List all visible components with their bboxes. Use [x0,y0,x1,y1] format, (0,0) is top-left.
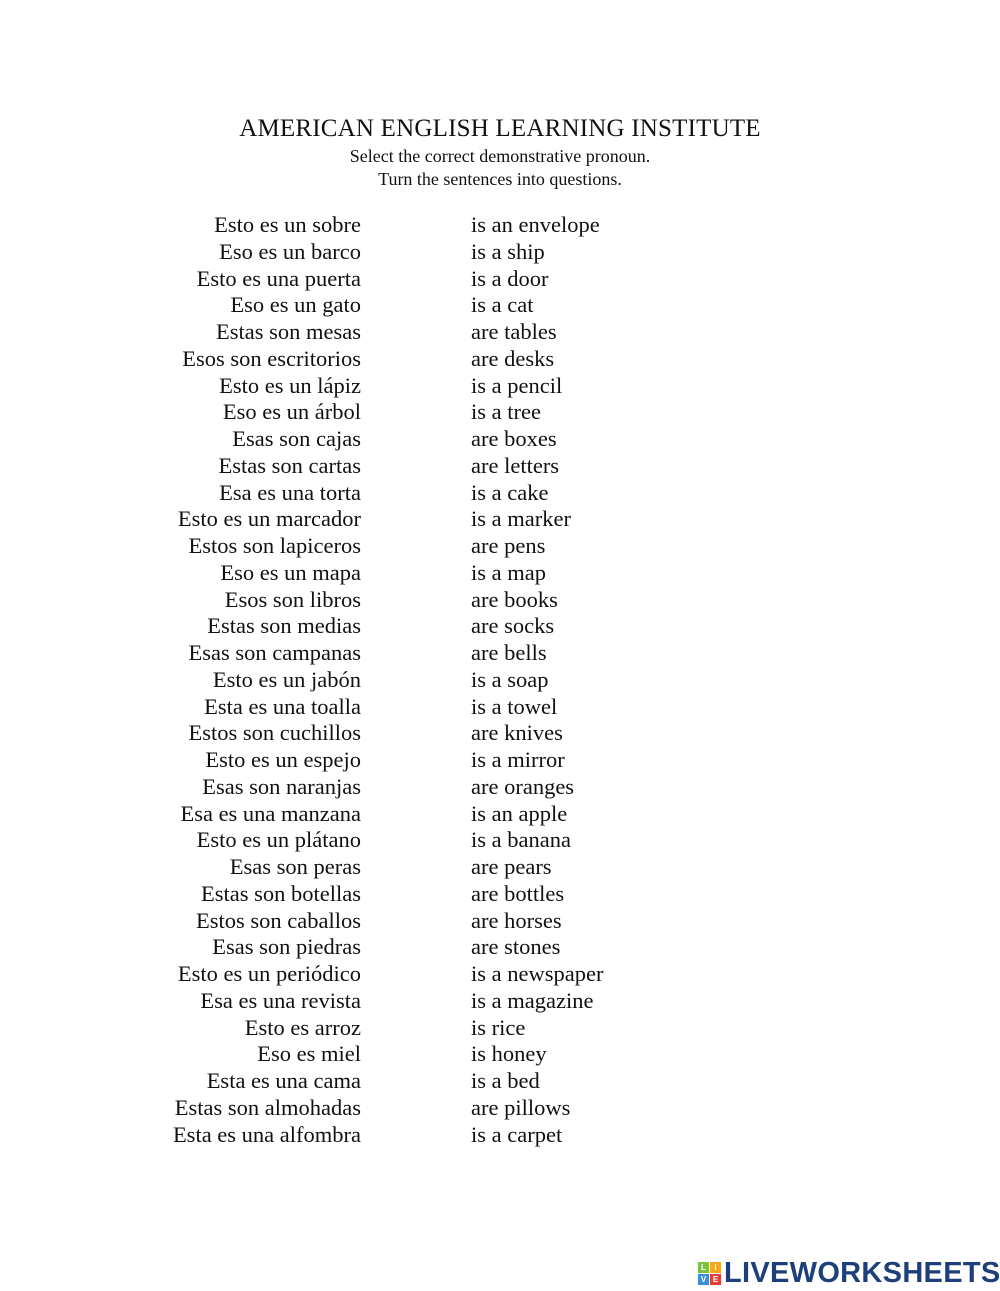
instruction-line-1: Select the correct demonstrative pronoun. [349,146,651,166]
spanish-sentence: Esto es un espejo [205,747,361,772]
logo-text: LIVEWORKSHEETS [724,1257,1000,1289]
exercise-row [0,373,1000,400]
english-completion: is a banana [471,827,571,853]
english-completion: are socks [471,613,555,639]
spanish-sentence: Estos son cuchillos [188,720,361,746]
english-completion: is a mirror [471,747,565,772]
exercise-row [0,239,1000,266]
english-completion: is an envelope [471,212,600,237]
spanish-sentence: Esas son piedras [212,934,361,960]
exercise-row [0,694,1000,721]
spanish-sentence: Esas son campanas [188,640,361,665]
spanish-sentence: Esos son escritorios [182,345,361,371]
english-completion: is a cat [471,292,534,318]
english-completion: is a tree [471,399,541,425]
exercise-row [0,827,1000,854]
spanish-sentence: Esto es un sobre [214,212,361,237]
spanish-sentence: Esto es un plátano [196,827,361,853]
english-completion: is a cake [471,479,549,505]
english-completion: is a pencil [471,372,563,398]
exercise-row [0,854,1000,881]
english-completion: are pens [471,533,546,558]
exercise-row [0,667,1000,694]
spanish-sentence: Esto es un jabón [212,666,361,692]
english-completion: are books [471,586,558,612]
exercise-row [0,319,1000,346]
liveworksheets-logo [698,1257,1000,1290]
exercise-row [0,1015,1000,1042]
spanish-sentence: Esa es una torta [219,479,361,505]
english-completion: are horses [471,907,562,933]
spanish-sentence: Esta es una toalla [204,693,361,719]
english-completion: are bells [471,640,547,665]
spanish-sentence: Estas son medias [207,613,361,639]
english-completion: is a carpet [471,1121,563,1147]
english-completion: are bottles [471,880,565,906]
exercise-row [0,613,1000,640]
exercise-row [0,1122,1000,1149]
english-completion: are pillows [471,1094,571,1120]
spanish-sentence: Estos son lapiceros [188,533,361,558]
exercise-row [0,533,1000,560]
spanish-sentence: Eso es un mapa [220,559,361,585]
exercise-row [0,480,1000,507]
spanish-sentence: Esas son naranjas [202,773,361,799]
exercise-row [0,292,1000,319]
logo-block: V [698,1274,709,1285]
exercise-list [0,212,1000,1148]
instruction-line-2: Turn the sentences into questions. [378,169,622,189]
english-completion: is a magazine [471,987,594,1013]
english-completion: is a bed [471,1068,540,1093]
logo-block: L [698,1262,709,1273]
exercise-row [0,560,1000,587]
english-completion: is an apple [471,800,568,826]
exercise-row [0,399,1000,426]
spanish-sentence: Estas son mesas [216,319,361,344]
logo-block: E [710,1274,721,1285]
exercise-row [0,774,1000,801]
english-completion: is a map [471,559,546,585]
exercise-row [0,988,1000,1015]
english-completion: is rice [471,1014,526,1040]
exercise-row [0,1095,1000,1122]
english-completion: are knives [471,720,563,746]
spanish-sentence: Esto es un lápiz [219,372,361,398]
spanish-sentence: Eso es un gato [230,292,361,318]
english-completion: are desks [471,345,555,371]
spanish-sentence: Esto es un marcador [177,506,361,532]
english-completion: are pears [471,854,552,879]
spanish-sentence: Eso es miel [257,1041,361,1067]
spanish-sentence: Esto es arroz [244,1014,361,1040]
exercise-row [0,747,1000,774]
spanish-sentence: Estos son caballos [196,907,361,933]
exercise-row [0,720,1000,747]
exercise-row [0,881,1000,908]
english-completion: are tables [471,319,557,344]
spanish-sentence: Esas son cajas [232,426,361,451]
english-completion: are letters [471,452,560,478]
spanish-sentence: Estas son almohadas [174,1094,361,1120]
spanish-sentence: Esas son peras [229,854,361,879]
exercise-row [0,640,1000,667]
spanish-sentence: Esa es una revista [200,987,361,1013]
english-completion: is a soap [471,666,549,692]
spanish-sentence: Eso es un barco [219,238,361,264]
live-blocks-icon [698,1262,721,1285]
english-completion: is a towel [471,693,558,719]
logo-block: I [710,1262,721,1273]
exercise-row [0,934,1000,961]
exercise-row [0,266,1000,293]
exercise-row [0,506,1000,533]
english-completion: are boxes [471,426,557,451]
spanish-sentence: Esos son libros [224,586,361,612]
english-completion: is a newspaper [471,961,604,986]
spanish-sentence: Estas son cartas [218,452,361,478]
spanish-sentence: Eso es un árbol [222,399,361,425]
english-completion: is honey [471,1041,547,1067]
spanish-sentence: Esa es una manzana [180,800,361,826]
exercise-row [0,426,1000,453]
exercise-row [0,346,1000,373]
english-completion: are stones [471,934,561,960]
exercise-row [0,1041,1000,1068]
exercise-row [0,961,1000,988]
spanish-sentence: Esto es una puerta [196,265,361,291]
exercise-row [0,453,1000,480]
spanish-sentence: Esta es una cama [206,1068,361,1093]
page-title: AMERICAN ENGLISH LEARNING INSTITUTE [239,115,761,142]
spanish-sentence: Estas son botellas [201,880,361,906]
exercise-row [0,908,1000,935]
exercise-row [0,801,1000,828]
english-completion: is a ship [471,238,545,264]
english-completion: are oranges [471,773,575,799]
exercise-row [0,587,1000,614]
exercise-row [0,212,1000,239]
english-completion: is a marker [471,506,571,532]
spanish-sentence: Esto es un periódico [177,961,361,986]
spanish-sentence: Esta es una alfombra [172,1121,361,1147]
english-completion: is a door [471,265,549,291]
exercise-row [0,1068,1000,1095]
